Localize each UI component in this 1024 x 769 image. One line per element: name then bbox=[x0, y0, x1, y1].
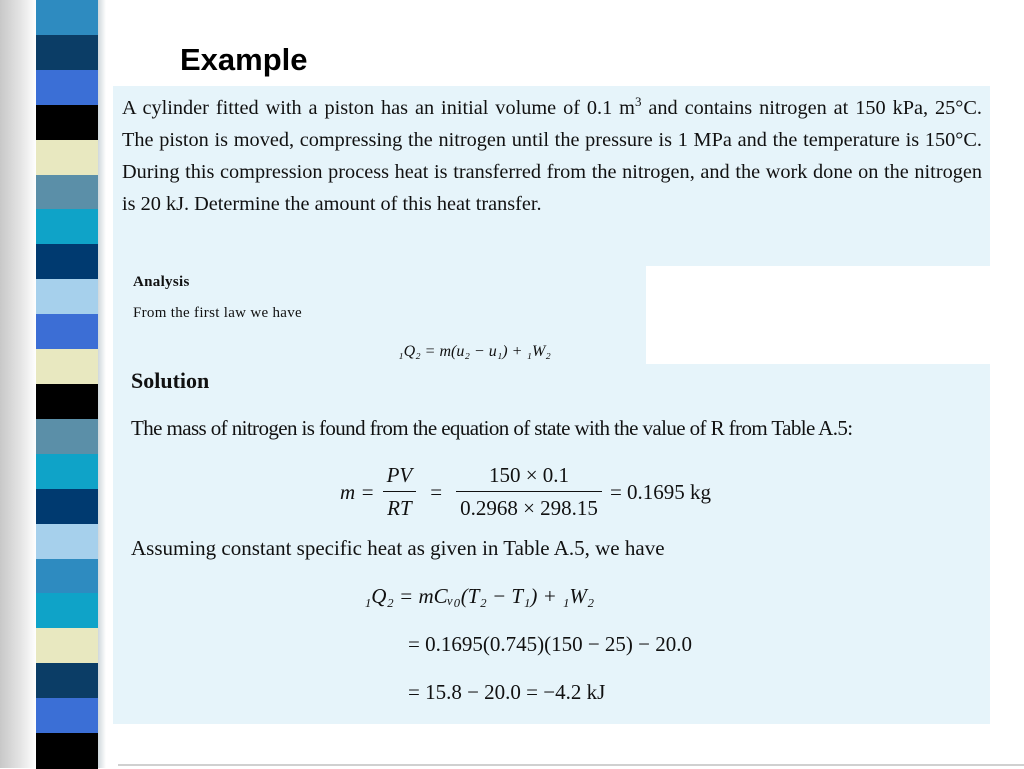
stripe-shadow bbox=[98, 0, 106, 768]
assumption-text: Assuming constant specific heat as given in Table A.5, we have bbox=[131, 536, 665, 560]
analysis-text: From the first law we have bbox=[133, 305, 303, 321]
heat-equation-line-2: = 0.1695(0.745)(150 − 25) − 20.0 bbox=[408, 632, 693, 656]
slide-title: Example bbox=[180, 42, 308, 77]
stripe-block bbox=[36, 593, 98, 629]
stripe-block bbox=[36, 524, 98, 560]
stripe-block bbox=[36, 279, 98, 315]
fraction-numeric bbox=[456, 463, 602, 521]
stripe-block bbox=[36, 559, 98, 595]
fraction-numerator-1: PV bbox=[386, 463, 413, 487]
problem-text-1: A cylinder fitted with a piston has an initial volume of 0.1 m bbox=[122, 97, 635, 119]
decorative-sidebar bbox=[0, 0, 118, 768]
stripe-block bbox=[36, 349, 98, 385]
sidebar-shade bbox=[0, 0, 36, 768]
stripe-block bbox=[36, 663, 98, 699]
stripe-block bbox=[36, 105, 98, 141]
mass-text: The mass of nitrogen is found from the equation of state with the value of R from Table A.5: bbox=[131, 416, 853, 440]
analysis-heading: Analysis bbox=[133, 274, 190, 290]
fraction-denominator-2: 0.2968 × 298.15 bbox=[456, 491, 602, 521]
problem-text-2: and contains nitrogen at 150 kPa, 25°C. The piston is moved, compressing the nitrogen until the pressure is 1 MPa and the temperature is 150°C. During this compression process heat is transferred from the nitrogen, and the work done on the nitrogen is 20 kJ. Determine the amount of this heat transfer. bbox=[122, 97, 982, 215]
mass-result: = 0.1695 kg bbox=[609, 479, 712, 504]
stripe-block bbox=[36, 454, 98, 490]
stripe-block bbox=[36, 314, 98, 350]
stripe-block bbox=[36, 70, 98, 106]
equals-sign: = bbox=[430, 479, 443, 504]
stripe-block bbox=[36, 0, 98, 36]
stripe-block bbox=[36, 384, 98, 420]
problem-superscript: 3 bbox=[634, 94, 642, 110]
heat-equation-line-1: ₁Q₂ = mCᵥ₀(T₂ − T₁) + ₁W₂ bbox=[364, 584, 595, 608]
stripe-block bbox=[36, 175, 98, 211]
stripe-block bbox=[36, 698, 98, 734]
mass-equation bbox=[340, 458, 711, 526]
fraction-numerator-2: 150 × 0.1 bbox=[488, 463, 570, 487]
stripe-block bbox=[36, 628, 98, 664]
stripe-block bbox=[36, 419, 98, 455]
bottom-divider bbox=[118, 764, 1024, 766]
problem-statement bbox=[122, 92, 982, 220]
heat-equation-line-3: = 15.8 − 20.0 = −4.2 kJ bbox=[408, 680, 606, 704]
solution-heading: Solution bbox=[131, 368, 210, 393]
stripe-block bbox=[36, 733, 98, 769]
fraction-pv-rt bbox=[383, 463, 417, 521]
stripe-block bbox=[36, 209, 98, 245]
stripe-block bbox=[36, 244, 98, 280]
stripe-block bbox=[36, 35, 98, 71]
first-law-equation: ₁Q₂ = m(u₂ − u₁) + ₁W₂ bbox=[398, 343, 551, 360]
mass-lhs: m = bbox=[340, 479, 375, 504]
stripe-block bbox=[36, 489, 98, 525]
fraction-denominator-1: RT bbox=[383, 491, 416, 521]
stripe-block bbox=[36, 140, 98, 176]
